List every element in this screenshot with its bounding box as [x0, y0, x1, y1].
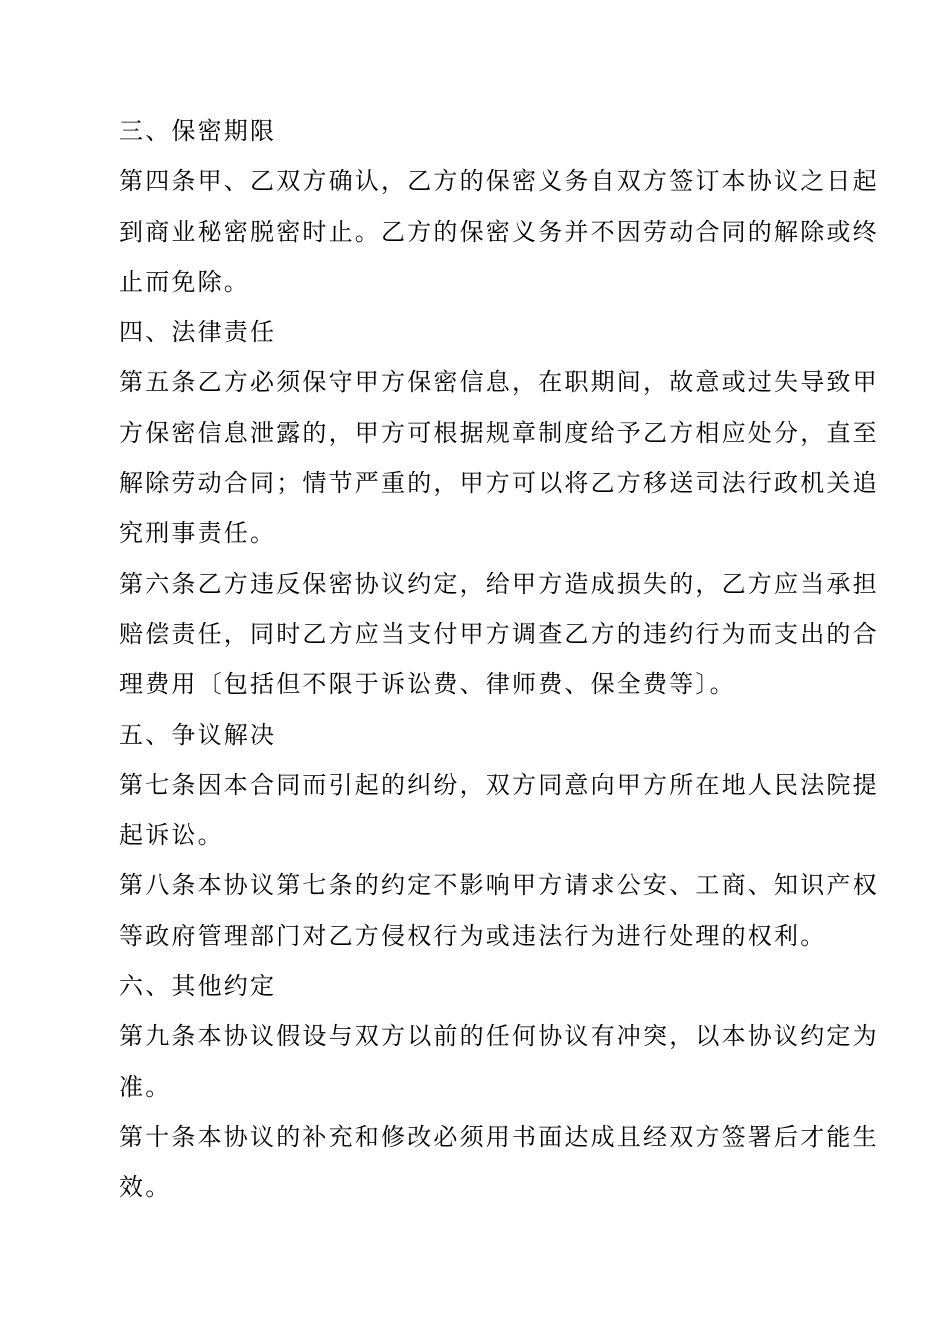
article-6-line-2: 赔偿责任，同时乙方应当支付甲方调查乙方的违约行为而支出的合 — [119, 619, 879, 648]
article-10-line-1: 第十条本协议的补充和修改必须用书面达成且经双方签署后才能生 — [119, 1122, 879, 1151]
document-body — [119, 106, 879, 1213]
article-8-line-1: 第八条本协议第七条的约定不影响甲方请求公安、工商、知识产权 — [119, 871, 879, 900]
article-5-line-3: 解除劳动合同；情节严重的，甲方可以将乙方移送司法行政机关追 — [119, 469, 879, 498]
article-9-line-1: 第九条本协议假设与双方以前的任何协议有冲突，以本协议约定为 — [119, 1022, 879, 1051]
section-heading-legal-liability: 四、法律责任 — [119, 318, 277, 347]
article-6-line-3: 理费用〔包括但不限于诉讼费、律师费、保全费等〕。 — [119, 670, 736, 699]
article-8-line-2: 等政府管理部门对乙方侵权行为或违法行为进行处理的权利。 — [119, 921, 827, 950]
article-4-line-2: 到商业秘密脱密时止。乙方的保密义务并不因劳动合同的解除或终 — [119, 217, 879, 246]
section-heading-dispute-resolution: 五、争议解决 — [119, 720, 277, 749]
article-6-line-1: 第六条乙方违反保密协议约定，给甲方造成损失的，乙方应当承担 — [119, 569, 879, 598]
article-4-line-3: 止而免除。 — [119, 267, 250, 296]
article-9-line-2: 准。 — [119, 1072, 172, 1101]
article-4-line-1: 第四条甲、乙双方确认，乙方的保密义务自双方签订本协议之日起 — [119, 167, 879, 196]
article-7-line-2: 起诉讼。 — [119, 821, 224, 850]
article-5-line-1: 第五条乙方必须保守甲方保密信息，在职期间，故意或过失导致甲 — [119, 368, 879, 397]
section-heading-confidentiality-period: 三、保密期限 — [119, 117, 277, 145]
article-5-line-4: 究刑事责任。 — [119, 519, 277, 548]
article-7-line-1: 第七条因本合同而引起的纠纷，双方同意向甲方所在地人民法院提 — [119, 770, 879, 799]
article-10-line-2: 效。 — [119, 1173, 172, 1202]
section-heading-other-provisions: 六、其他约定 — [119, 972, 277, 1001]
article-5-line-2: 方保密信息泄露的，甲方可根据规章制度给予乙方相应处分，直至 — [119, 418, 879, 447]
